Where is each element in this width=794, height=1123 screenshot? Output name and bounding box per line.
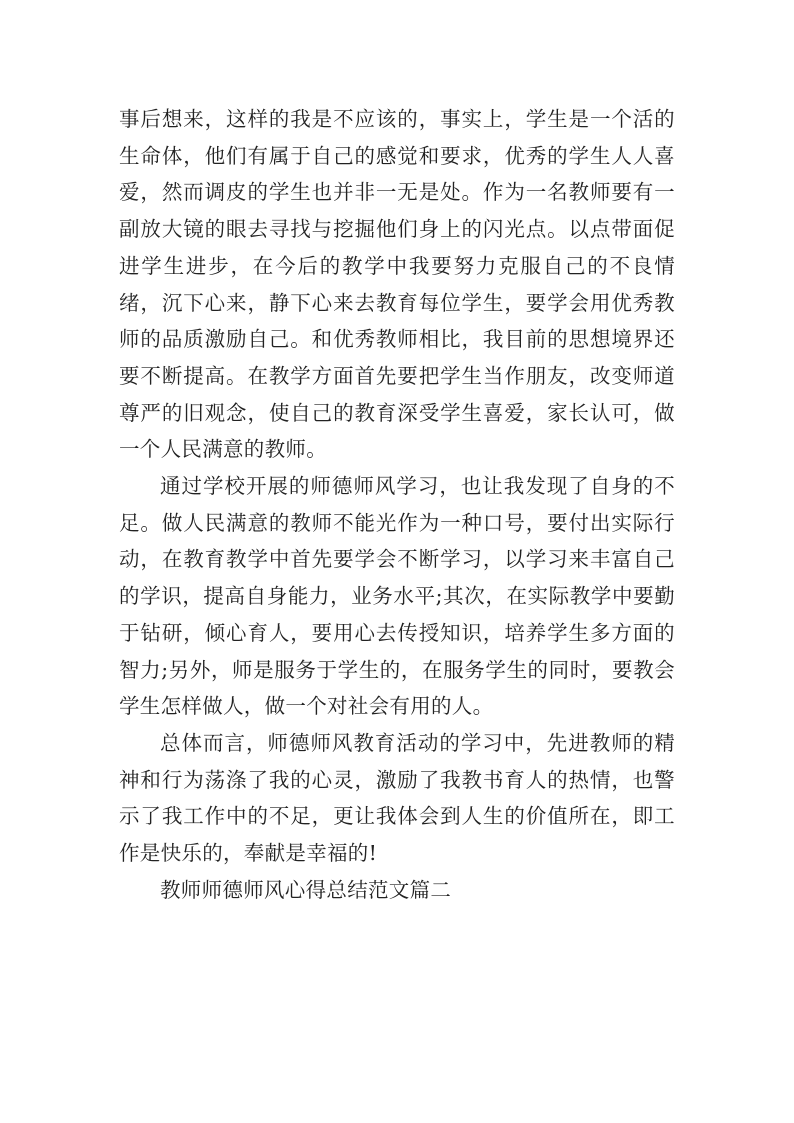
document-body — [119, 101, 675, 908]
section-heading: 教师师德师风心得总结范文篇二 — [160, 877, 452, 902]
paragraph-reflection: 事后想来，这样的我是不应该的，事实上，学生是一个活的生命体，他们有属于自己的感觉和要求，优秀的学生人人喜爱，然而调皮的学生也并非一无是处。作为一名教师要有一副放大镜的眼去寻找与挖掘他们身上的闪光点。以点带面促进学生进步，在今后的教学中我要努力克服自己的不良情绪，沉下心来，静下心来去教育每位学生，要学会用优秀教师的品质激励自己。和优秀教师相比，我目前的思想境界还要不断提高。在教学方面首先要把学生当作朋友，改变师道尊严的旧观念，使自己的教育深受学生喜爱，家长认可，做一个人民满意的教师。 — [119, 107, 675, 462]
paragraph-summary: 总体而言，师德师风教育活动的学习中，先进教师的精神和行为荡涤了我的心灵，激励了我教书育人的热情，也警示了我工作中的不足，更让我体会到人生的价值所在，即工作是快乐的，奉献是幸福的! — [119, 730, 675, 866]
paragraph-self-improvement: 通过学校开展的师德师风学习，也让我发现了自身的不足。做人民满意的教师不能光作为一种口号，要付出实际行动，在教育教学中首先要学会不断学习，以学习来丰富自己的学识，提高自身能力，业务水平;其次，在实际教学中要勤于钻研，倾心育人，要用心去传授知识，培养学生多方面的智力;另外，师是服务于学生的，在服务学生的同时，要教会学生怎样做人，做一个对社会有用的人。 — [119, 474, 675, 719]
